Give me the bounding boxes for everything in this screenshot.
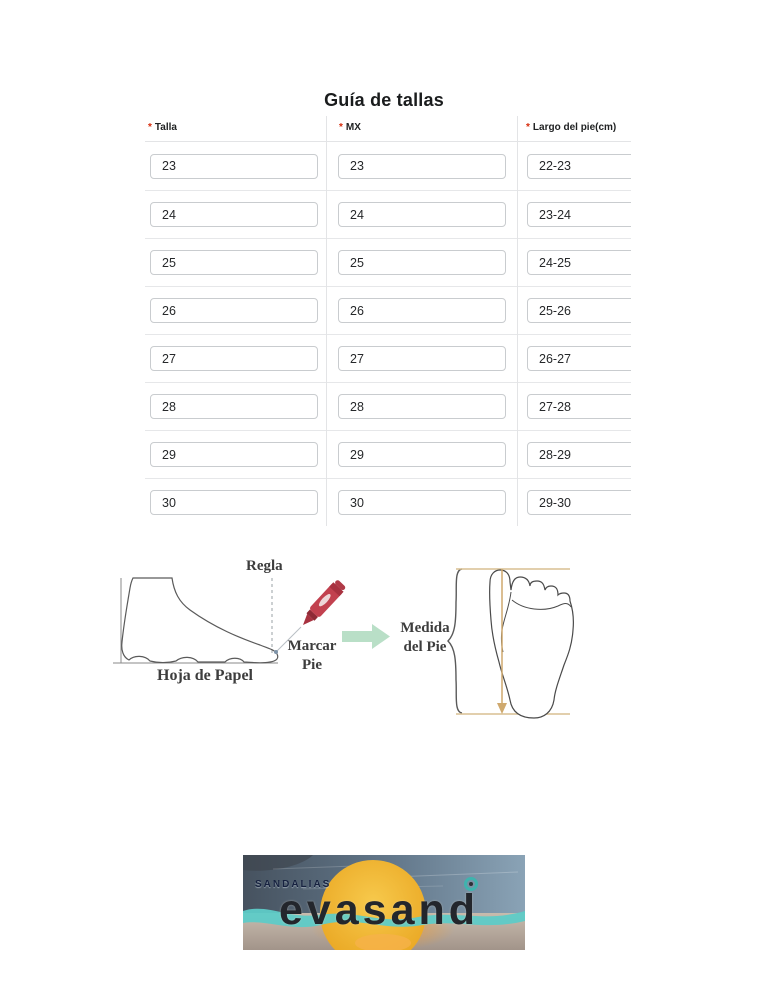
column-header-largo: * Largo del pie(cm) [526, 122, 617, 133]
mx-input[interactable] [338, 394, 506, 419]
size-guide-table [145, 116, 631, 526]
column-header-mx: * MX [339, 122, 361, 133]
table-row [145, 382, 631, 430]
largo-input[interactable] [527, 298, 631, 323]
measure-arrow-head-icon [497, 703, 507, 714]
required-asterisk: * [526, 122, 530, 133]
foot-measure-label: Medida del Pie [400, 620, 450, 655]
largo-input[interactable] [527, 154, 631, 179]
talla-input[interactable] [150, 442, 318, 467]
talla-input[interactable] [150, 298, 318, 323]
table-row [145, 142, 631, 190]
column-divider [517, 116, 518, 526]
largo-input[interactable] [527, 202, 631, 227]
largo-input[interactable] [527, 346, 631, 371]
table-row [145, 286, 631, 334]
crayon-icon [298, 579, 347, 630]
talla-input[interactable] [150, 490, 318, 515]
logo-brand-name: evasand [278, 886, 480, 934]
largo-input[interactable] [527, 394, 631, 419]
foot-measuring-diagram [100, 550, 580, 735]
talla-input[interactable] [150, 250, 318, 275]
table-header-row [145, 116, 631, 142]
logo-tagline: SANDALIAS [255, 879, 332, 890]
table-row [145, 238, 631, 286]
pen-mark-dot [274, 650, 278, 654]
largo-input[interactable] [527, 442, 631, 467]
talla-input[interactable] [150, 154, 318, 179]
largo-input[interactable] [527, 250, 631, 275]
column-divider [326, 116, 327, 526]
largo-input[interactable] [527, 490, 631, 515]
mx-input[interactable] [338, 346, 506, 371]
mx-input[interactable] [338, 298, 506, 323]
table-row [145, 478, 631, 526]
table-row [145, 334, 631, 382]
mx-input[interactable] [338, 442, 506, 467]
page-title: Guía de tallas [324, 90, 444, 110]
mx-input[interactable] [338, 154, 506, 179]
required-asterisk: * [339, 122, 343, 133]
paper-label: Hoja de Papel [157, 667, 253, 684]
mx-input[interactable] [338, 202, 506, 227]
talla-input[interactable] [150, 202, 318, 227]
foot-profile-outline-icon [122, 578, 278, 663]
talla-input[interactable] [150, 394, 318, 419]
required-asterisk: * [148, 122, 152, 133]
column-header-talla: * Talla [148, 122, 177, 133]
table-row [145, 430, 631, 478]
mx-input[interactable] [338, 250, 506, 275]
talla-input[interactable] [150, 346, 318, 371]
brand-logo [243, 855, 525, 950]
ruler-label: Regla [246, 558, 283, 574]
table-row [145, 190, 631, 238]
right-arrow-icon [342, 624, 390, 649]
mark-foot-label: Marcar Pie [287, 638, 337, 673]
mx-input[interactable] [338, 490, 506, 515]
